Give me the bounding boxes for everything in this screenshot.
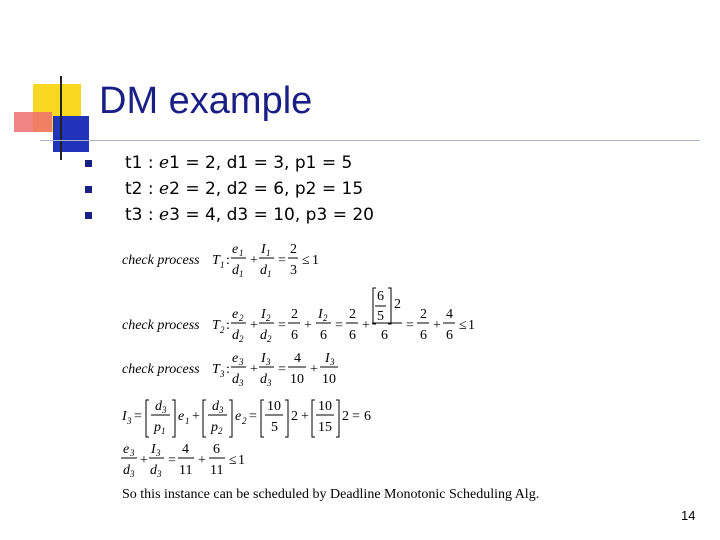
svg-text:d: d [212, 399, 219, 414]
svg-text:e: e [232, 307, 239, 322]
svg-text:6: 6 [213, 442, 220, 457]
svg-text:2: 2 [349, 307, 356, 322]
svg-text:2: 2 [394, 297, 401, 312]
svg-text:d: d [260, 372, 267, 387]
svg-text:p: p [154, 420, 161, 435]
svg-text::: : [226, 318, 230, 333]
svg-text:+: + [250, 318, 258, 333]
svg-text:d: d [123, 463, 130, 478]
square-bullet-icon [85, 212, 92, 219]
svg-text:15: 15 [318, 420, 332, 435]
svg-text:6: 6 [446, 328, 453, 343]
svg-text:6: 6 [377, 289, 384, 304]
svg-text:2: 2 [342, 409, 349, 424]
svg-text:=: = [278, 362, 286, 377]
svg-text:3: 3 [127, 416, 132, 426]
svg-text:11: 11 [179, 463, 193, 478]
svg-text:2: 2 [290, 242, 297, 257]
svg-text:I: I [151, 442, 156, 457]
svg-text:10: 10 [290, 372, 304, 387]
svg-text:3: 3 [290, 263, 297, 278]
svg-text:3: 3 [162, 405, 167, 415]
svg-text:≤: ≤ [459, 318, 467, 333]
page-number: 14 [681, 508, 696, 523]
svg-text:≤: ≤ [229, 453, 237, 468]
task-text: t3 : e3 = 4, d3 = 10, p3 = 20 [125, 205, 374, 225]
svg-text:1: 1 [185, 416, 190, 426]
svg-text:e: e [235, 409, 242, 424]
svg-text:=: = [134, 409, 142, 424]
task-text: t1 : e1 = 2, d1 = 3, p1 = 5 [125, 153, 353, 173]
svg-text:4: 4 [182, 442, 189, 457]
square-bullet-icon [85, 160, 92, 167]
svg-text:2: 2 [267, 334, 272, 344]
svg-text:2: 2 [291, 307, 298, 322]
svg-text:I: I [318, 307, 323, 322]
equation-check-t1 [122, 242, 319, 279]
title-underline [40, 140, 700, 141]
svg-text:6: 6 [381, 328, 388, 343]
svg-text::: : [226, 253, 230, 268]
svg-text:5: 5 [377, 309, 384, 324]
svg-text:3: 3 [130, 448, 135, 458]
svg-text:6: 6 [364, 409, 371, 424]
conclusion-text: So this instance can be scheduled by Deadline Monotonic Scheduling Alg. [122, 487, 540, 502]
svg-text:2: 2 [218, 426, 223, 436]
svg-text:3: 3 [157, 469, 162, 479]
svg-text:2: 2 [242, 416, 247, 426]
svg-text:4: 4 [294, 351, 301, 366]
svg-text:4: 4 [446, 307, 453, 322]
svg-text:I: I [261, 351, 266, 366]
svg-text::: : [226, 362, 230, 377]
svg-text:d: d [232, 263, 239, 278]
svg-text:3: 3 [156, 448, 161, 458]
svg-text:I: I [122, 409, 127, 424]
svg-text:+: + [301, 409, 309, 424]
svg-text:3: 3 [220, 369, 225, 379]
svg-text:e: e [232, 242, 239, 257]
svg-text:d: d [232, 328, 239, 343]
svg-text:2: 2 [266, 313, 271, 323]
svg-text:6: 6 [349, 328, 356, 343]
svg-text:=: = [249, 409, 257, 424]
svg-text:10: 10 [267, 399, 281, 414]
svg-text:1: 1 [161, 426, 166, 436]
equation-final-check [121, 442, 245, 479]
square-bullet-icon [85, 186, 92, 193]
svg-text:+: + [198, 453, 206, 468]
decor-blue-square [53, 116, 89, 152]
svg-text:=: = [335, 318, 343, 333]
svg-text:T: T [212, 253, 220, 268]
svg-text:3: 3 [266, 357, 271, 367]
decor-vertical-line [60, 76, 62, 160]
svg-text:+: + [310, 362, 318, 377]
svg-text:1: 1 [267, 269, 272, 279]
svg-text:6: 6 [420, 328, 427, 343]
svg-text:d: d [155, 399, 162, 414]
equation-interference-i3 [121, 399, 371, 437]
svg-text:+: + [192, 409, 200, 424]
equation-check-t2 [122, 288, 475, 344]
svg-text:I: I [261, 307, 266, 322]
svg-text:=: = [352, 409, 360, 424]
svg-text:6: 6 [320, 328, 327, 343]
svg-text:=: = [168, 453, 176, 468]
svg-text:≤: ≤ [302, 253, 310, 268]
schedulability-equations [120, 240, 600, 510]
equation-check-t3 [122, 351, 338, 388]
svg-text:2: 2 [420, 307, 427, 322]
svg-text:5: 5 [271, 420, 278, 435]
svg-text:check process: check process [122, 318, 200, 333]
svg-text:3: 3 [239, 357, 244, 367]
svg-text:I: I [261, 242, 266, 257]
svg-text:11: 11 [210, 463, 224, 478]
svg-text:=: = [278, 253, 286, 268]
svg-text:3: 3 [239, 378, 244, 388]
svg-text:check process: check process [122, 253, 200, 268]
svg-text:2: 2 [291, 409, 298, 424]
svg-text:=: = [406, 318, 414, 333]
svg-text:1: 1 [239, 248, 244, 258]
svg-text:=: = [278, 318, 286, 333]
svg-text:T: T [212, 362, 220, 377]
svg-text:+: + [140, 453, 148, 468]
svg-text:3: 3 [219, 405, 224, 415]
svg-text:2: 2 [220, 325, 225, 335]
svg-text:10: 10 [318, 399, 332, 414]
svg-text:+: + [304, 318, 312, 333]
svg-text:1: 1 [312, 253, 319, 268]
slide-title: DM example [99, 80, 313, 122]
svg-text:T: T [212, 318, 220, 333]
svg-text:+: + [433, 318, 441, 333]
svg-text:2: 2 [239, 313, 244, 323]
svg-text:e: e [123, 442, 130, 457]
svg-text:1: 1 [266, 248, 271, 258]
svg-text:2: 2 [239, 334, 244, 344]
svg-text:3: 3 [267, 378, 272, 388]
svg-text:d: d [232, 372, 239, 387]
svg-text:3: 3 [330, 357, 335, 367]
svg-text:I: I [325, 351, 330, 366]
svg-text:check process: check process [122, 362, 200, 377]
svg-text:d: d [150, 463, 157, 478]
svg-text:1: 1 [239, 269, 244, 279]
decor-red-bar [14, 112, 52, 132]
svg-text:2: 2 [323, 313, 328, 323]
svg-text:+: + [250, 253, 258, 268]
svg-text:e: e [232, 351, 239, 366]
svg-text:1: 1 [238, 453, 245, 468]
svg-text:+: + [362, 318, 370, 333]
svg-text:d: d [260, 328, 267, 343]
svg-text:1: 1 [468, 318, 475, 333]
svg-text:10: 10 [322, 372, 336, 387]
svg-text:6: 6 [291, 328, 298, 343]
svg-text:+: + [250, 362, 258, 377]
svg-text:3: 3 [130, 469, 135, 479]
svg-text:p: p [211, 420, 218, 435]
task-text: t2 : e2 = 2, d2 = 6, p2 = 15 [125, 179, 364, 199]
svg-text:1: 1 [220, 260, 225, 270]
svg-text:d: d [260, 263, 267, 278]
svg-text:e: e [178, 409, 185, 424]
